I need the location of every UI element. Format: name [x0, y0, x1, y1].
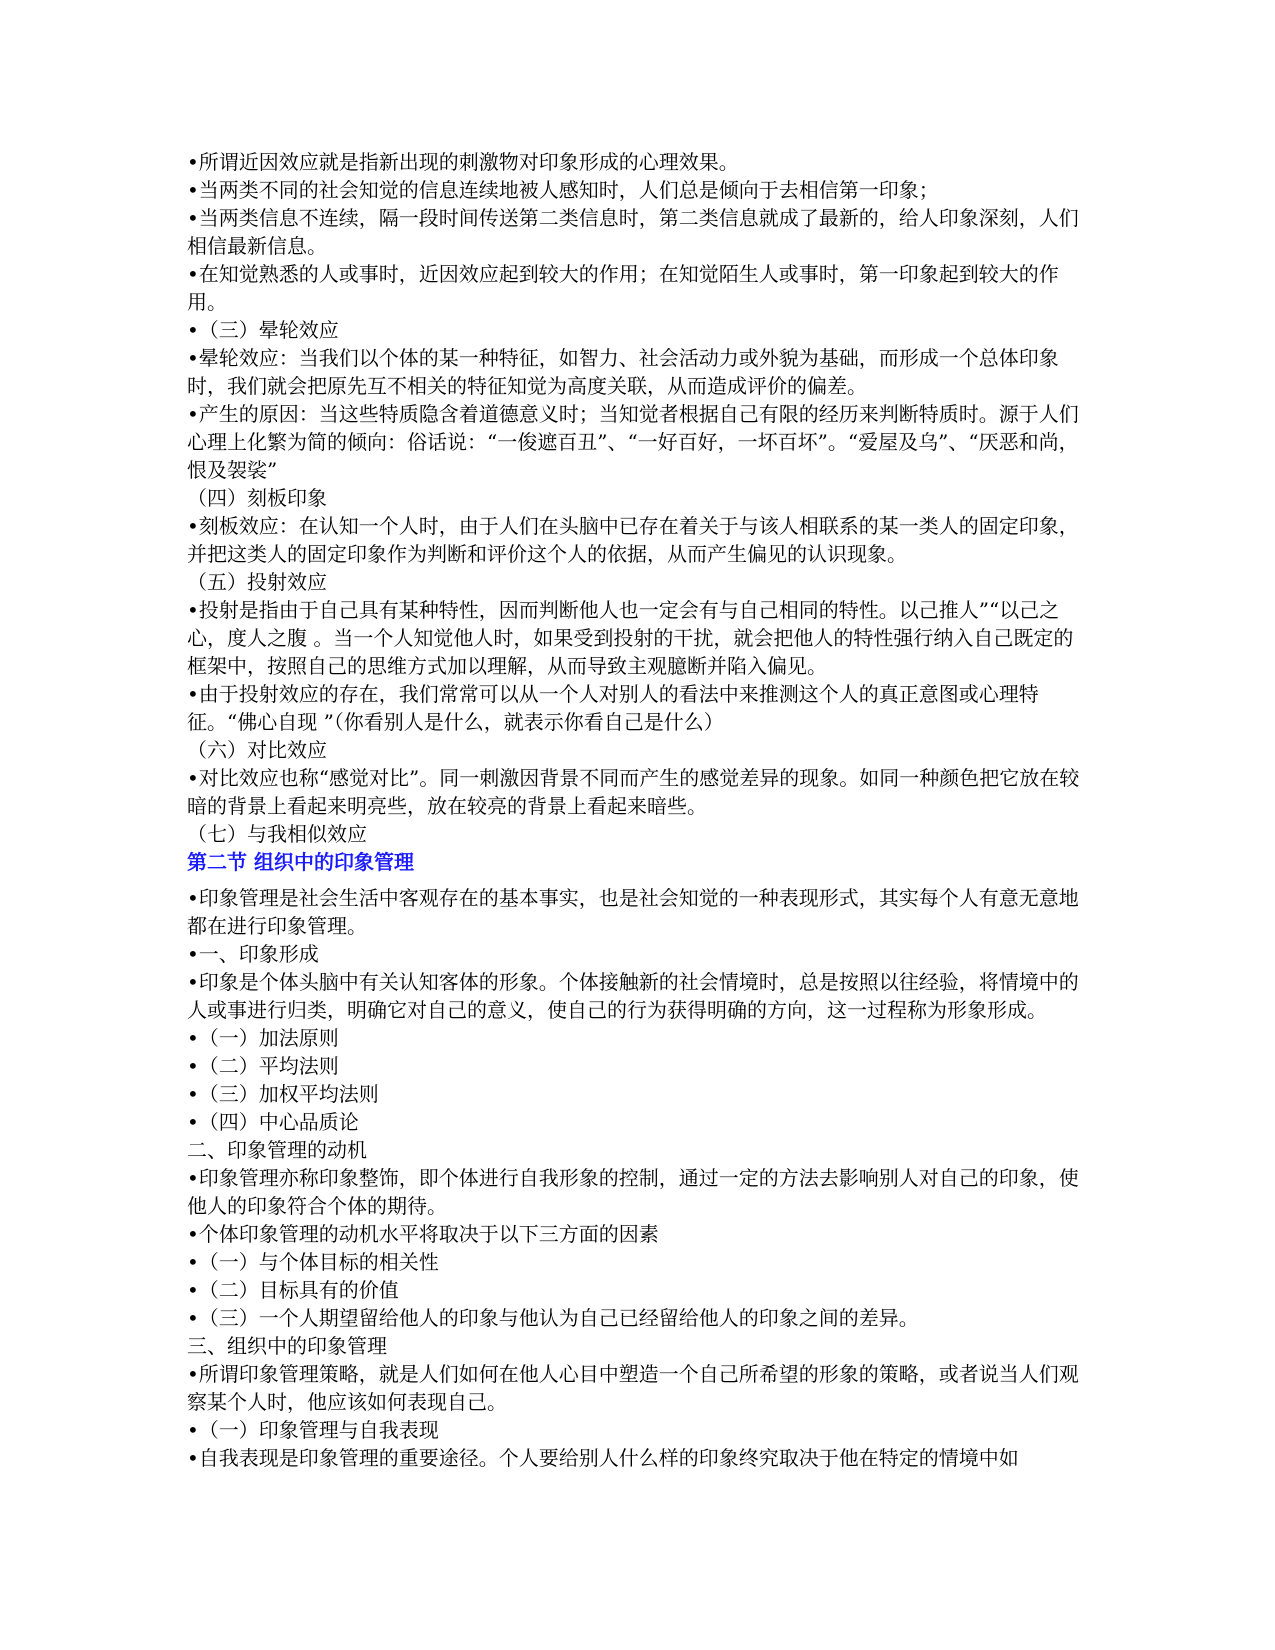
paragraph: 三、组织中的印象管理 [187, 1334, 387, 1358]
paragraph: •印象管理亦称印象整饰，即个体进行自我形象的控制，通过一定的方法去影响别人对自己的印象，使他人的印象符合个体的期待。 [187, 1166, 1079, 1218]
paragraph: •当两类信息不连续，隔一段时间传送第二类信息时，第二类信息就成了最新的，给人印象深刻，人们相信最新信息。 [187, 206, 1079, 258]
paragraph: •（二）目标具有的价值 [187, 1278, 399, 1302]
text-block-2 [187, 884, 1089, 1472]
paragraph: （五）投射效应 [187, 570, 327, 594]
paragraph: •投射是指由于自己具有某种特性，因而判断他人也一定会有与自己相同的特性。以己推人”“以己之心，度人之腹 。当一个人知觉他人时，如果受到投射的干扰，就会把他人的特性强行纳入自己既定的框架中，按照自己的思维方式加以理解，从而导致主观臆断并陷入偏见。 [187, 598, 1074, 678]
paragraph: （四）刻板印象 [187, 486, 327, 510]
paragraph: •产生的原因：当这些特质隐含着道德意义时；当知觉者根据自己有限的经历来判断特质时。源于人们心理上化繁为简的倾向：俗话说：“一俊遮百丑”、“一好百好，一坏百坏”。“爱屋及乌”、“厌恶和尚，恨及袈裟” [187, 402, 1079, 482]
paragraph: •（三）一个人期望留给他人的印象与他认为自己已经留给他人的印象之间的差异。 [187, 1306, 919, 1330]
text-block-1 [187, 148, 1089, 848]
paragraph: •由于投射效应的存在，我们常常可以从一个人对别人的看法中来推测这个人的真正意图或心理特征。“佛心自现 ”（你看别人是什么，就表示你看自己是什么） [187, 682, 1039, 734]
paragraph: •（四）中心品质论 [187, 1110, 359, 1134]
paragraph: •对比效应也称“感觉对比”。同一刺激因背景不同而产生的感觉差异的现象。如同一种颜色把它放在较暗的背景上看起来明亮些，放在较亮的背景上看起来暗些。 [187, 766, 1080, 818]
paragraph: （七）与我相似效应 [187, 822, 367, 846]
paragraph: •（三）晕轮效应 [187, 318, 339, 342]
paragraph: •刻板效应：在认知一个人时，由于人们在头脑中已存在着关于与该人相联系的某一类人的固定印象，并把这类人的固定印象作为判断和评价这个人的依据，从而产生偏见的认识现象。 [187, 514, 1079, 566]
paragraph: •（一）印象管理与自我表现 [187, 1418, 439, 1442]
paragraph: 二、印象管理的动机 [187, 1138, 367, 1162]
paragraph: •在知觉熟悉的人或事时，近因效应起到较大的作用；在知觉陌生人或事时，第一印象起到较大的作用。 [187, 262, 1059, 314]
paragraph: •（二）平均法则 [187, 1054, 339, 1078]
paragraph: •印象管理是社会生活中客观存在的基本事实，也是社会知觉的一种表现形式，其实每个人有意无意地都在进行印象管理。 [187, 886, 1079, 938]
paragraph: •印象是个体头脑中有关认知客体的形象。个体接触新的社会情境时，总是按照以往经验，将情境中的人或事进行归类，明确它对自己的意义，使自己的行为获得明确的方向，这一过程称为形象形成。 [187, 970, 1079, 1022]
paragraph: •自我表现是印象管理的重要途径。个人要给别人什么样的印象终究取决于他在特定的情境中如 [187, 1446, 1019, 1470]
section-heading: 第二节 组织中的印象管理 [187, 850, 414, 874]
paragraph: •晕轮效应：当我们以个体的某一种特征，如智力、社会活动力或外貌为基础，而形成一个总体印象时，我们就会把原先互不相关的特征知觉为高度关联，从而造成评价的偏差。 [187, 346, 1059, 398]
paragraph: •所谓近因效应就是指新出现的刺激物对印象形成的心理效果。 [187, 150, 739, 174]
document-page [187, 148, 1089, 1472]
paragraph: •个体印象管理的动机水平将取决于以下三方面的因素 [187, 1222, 659, 1246]
paragraph: •一、印象形成 [187, 942, 319, 966]
paragraph: •（三）加权平均法则 [187, 1082, 379, 1106]
paragraph: （六）对比效应 [187, 738, 327, 762]
paragraph: •当两类不同的社会知觉的信息连续地被人感知时，人们总是倾向于去相信第一印象； [187, 178, 939, 202]
paragraph: •所谓印象管理策略，就是人们如何在他人心目中塑造一个自己所希望的形象的策略，或者说当人们观察某个人时，他应该如何表现自己。 [187, 1362, 1079, 1414]
paragraph: •（一）加法原则 [187, 1026, 339, 1050]
paragraph: •（一）与个体目标的相关性 [187, 1250, 439, 1274]
